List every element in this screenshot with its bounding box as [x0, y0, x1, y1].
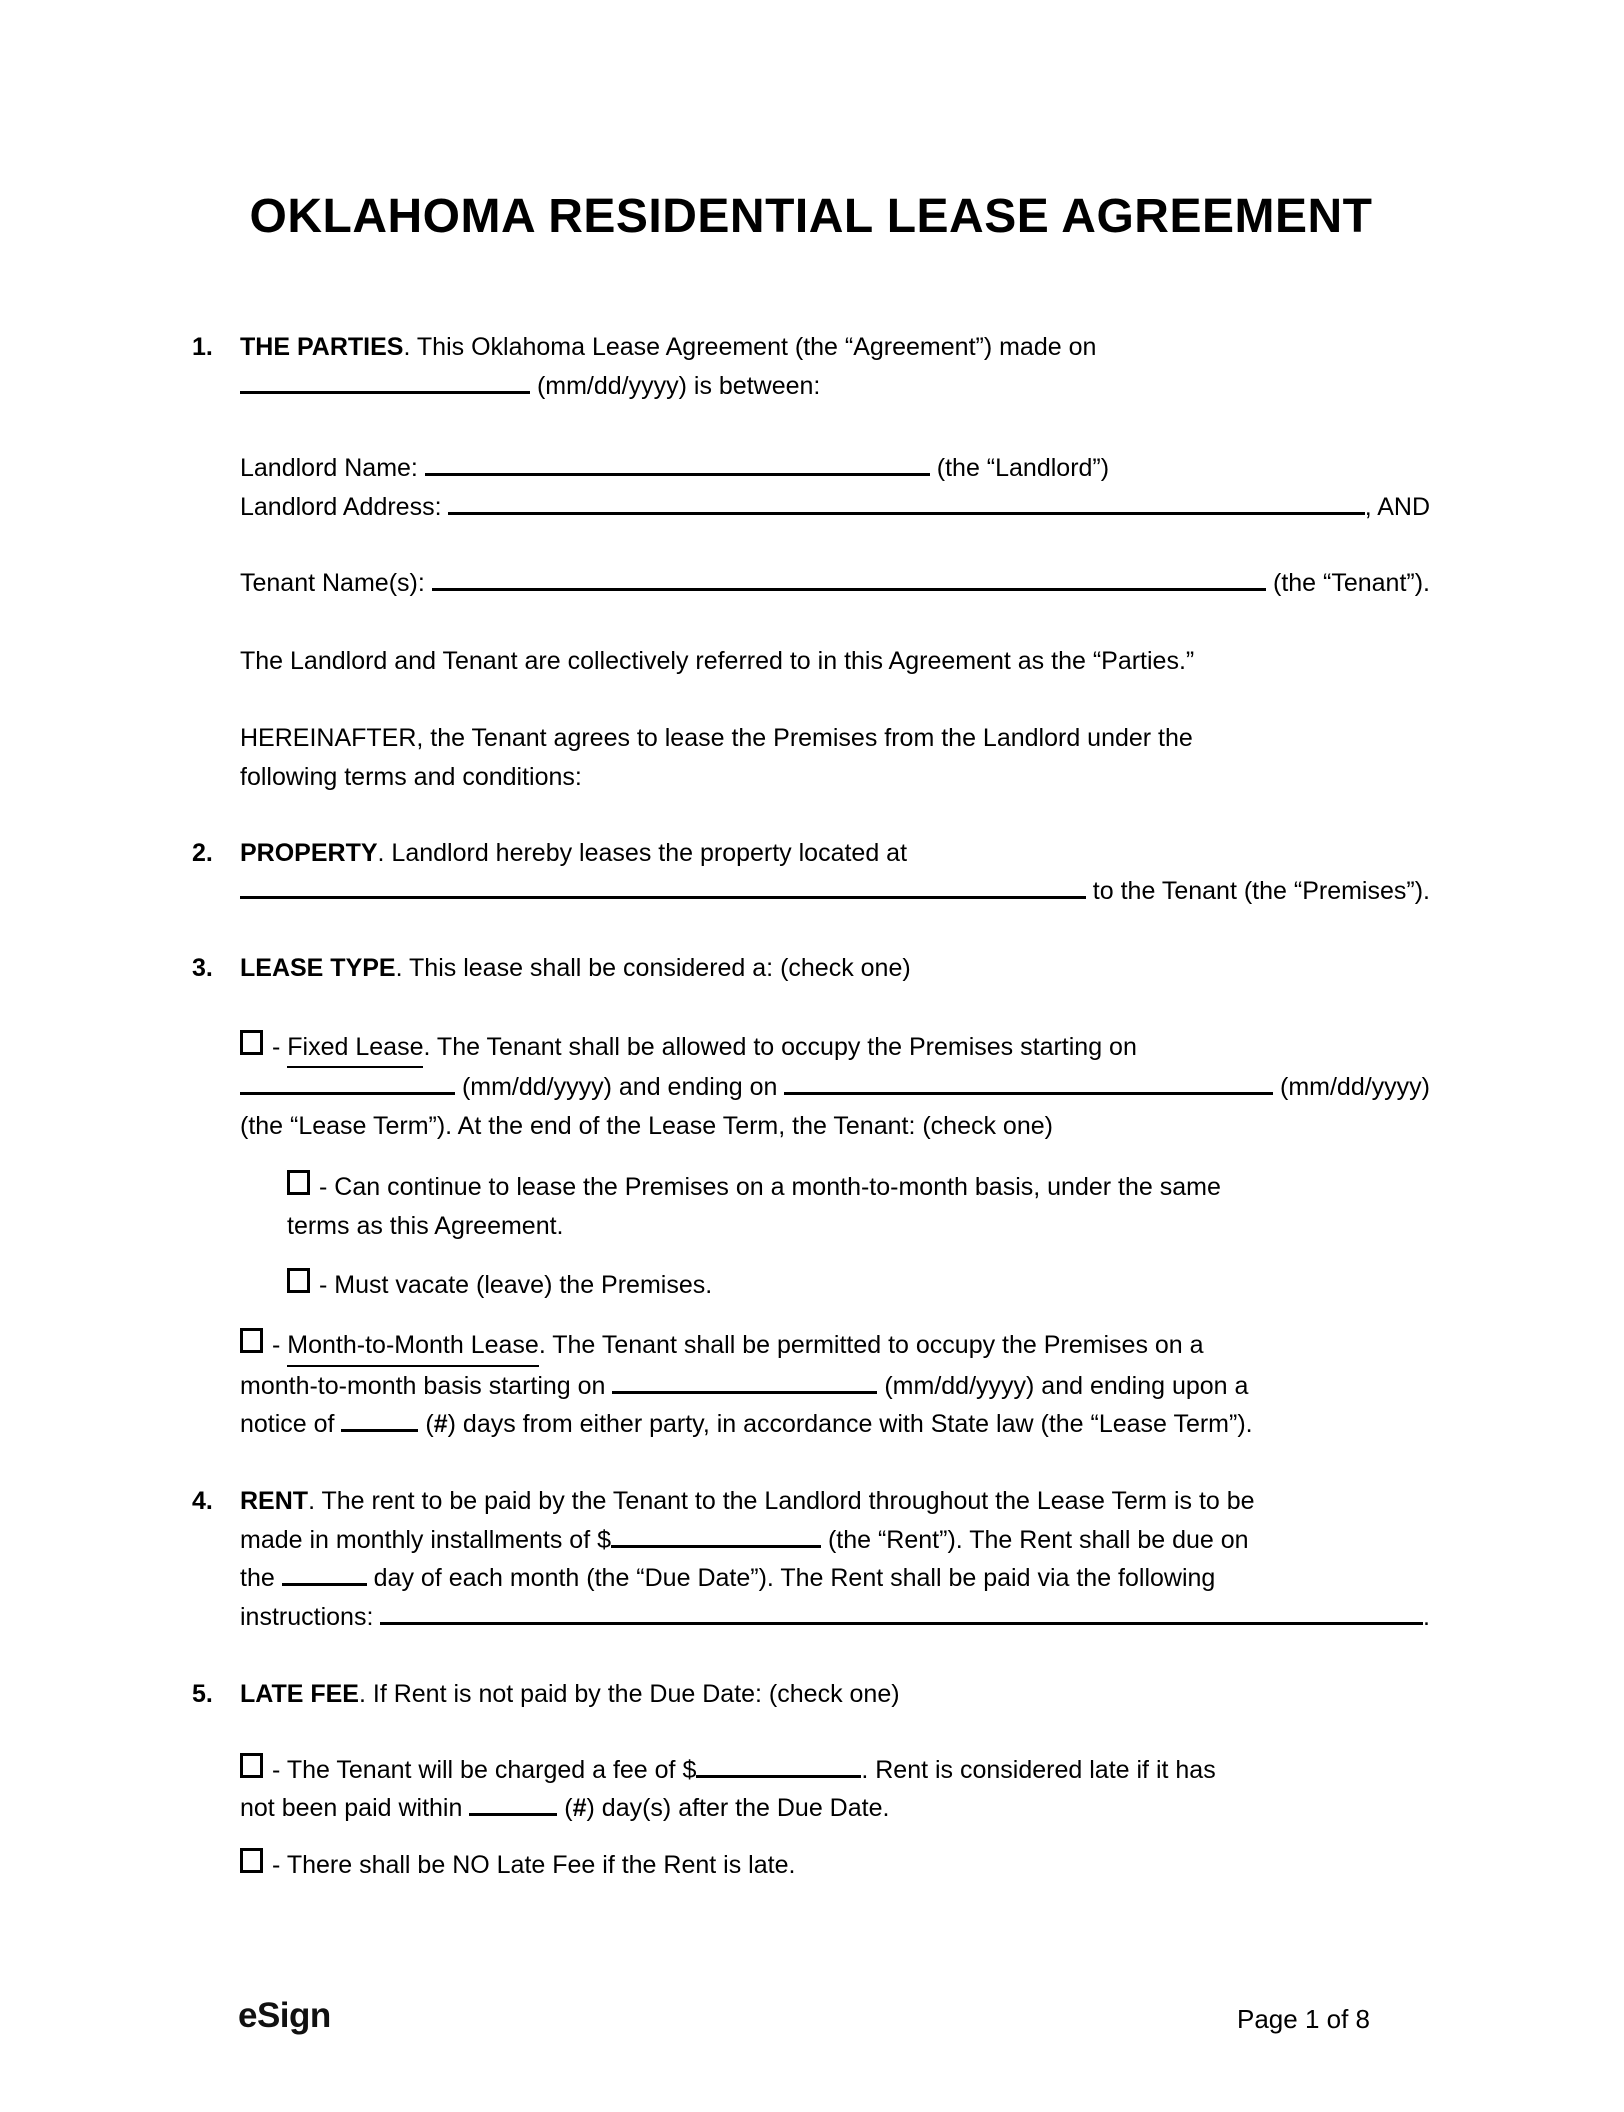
document-title: OKLAHOMA RESIDENTIAL LEASE AGREEMENT [249, 190, 1373, 243]
section-number: 4. [192, 1487, 213, 1516]
mtm-line-2: month-to-month basis starting on (mm/dd/yyyy) and ending upon a [240, 1371, 1249, 1400]
number-sign: # [572, 1794, 587, 1823]
section-heading: RENT [240, 1487, 309, 1516]
document-body [192, 0, 1430, 1885]
fixed-lease-line-2: (mm/dd/yyyy) and ending on (mm/dd/yyyy) [240, 1068, 1430, 1107]
rent-line-1: RENT . The rent to be paid by the Tenant to the Landlord throughout the Lease Term is to be [240, 1482, 1430, 1521]
must-vacate-line: - Must vacate (leave) the Premises. [287, 1266, 1430, 1305]
property-intro-line: PROPERTY . Landlord hereby leases the property located at [240, 834, 1430, 873]
section-number: 3. [192, 954, 213, 983]
mtm-line-1: - Month-to-Month Lease . The Tenant shall be permitted to occupy the Premises on a [240, 1326, 1430, 1367]
section-number: 1. [192, 333, 213, 361]
fixed-end-date-blank[interactable] [784, 1092, 1273, 1095]
mtm-start-date-blank[interactable] [612, 1391, 877, 1394]
agreement-date-blank[interactable] [240, 391, 530, 394]
section-late-fee [192, 1675, 1430, 1885]
no-late-fee-line: - There shall be NO Late Fee if the Rent is late. [240, 1846, 1430, 1885]
late-fee-charge-line-2: not been paid within ( # ) day(s) after the Due Date. [240, 1789, 1430, 1828]
fixed-lease-option [240, 1028, 1430, 1146]
no-late-fee-checkbox[interactable] [240, 1848, 263, 1873]
late-fee-amount-blank[interactable] [696, 1775, 861, 1778]
late-days-blank[interactable] [469, 1813, 557, 1816]
late-fee-intro-line: LATE FEE . If Rent is not paid by the Due Date: (check one) [240, 1675, 1430, 1714]
month-to-month-option [240, 1326, 1430, 1444]
section-heading: PROPERTY [240, 838, 378, 867]
late-fee-charge-checkbox[interactable] [240, 1753, 263, 1778]
esign-logo: eSign [238, 1996, 331, 2035]
payment-instructions-blank[interactable] [380, 1622, 1423, 1625]
tenant-name-line: Tenant Name(s): (the “Tenant”). [240, 568, 1430, 597]
parties-intro-line-2: (mm/dd/yyyy) is between: [240, 367, 1430, 406]
notice-days-blank[interactable] [341, 1429, 418, 1432]
property-address-blank[interactable] [240, 896, 1086, 899]
no-late-fee-option [240, 1846, 1430, 1885]
month-to-month-label: Month-to-Month Lease [287, 1326, 539, 1367]
parties-intro-line-1: THE PARTIES . This Oklahoma Lease Agreement (the “Agreement”) made on [240, 328, 1430, 367]
section-lease-type [192, 949, 1430, 1444]
due-day-blank[interactable] [282, 1583, 367, 1586]
must-vacate-checkbox[interactable] [287, 1268, 310, 1293]
lease-type-intro-line: LEASE TYPE . This lease shall be considered a: (check one) [240, 949, 1430, 988]
landlord-address-blank[interactable] [448, 512, 1364, 515]
page-number: Page 1 of 8 [1237, 2004, 1370, 2034]
fixed-lease-checkbox[interactable] [240, 1030, 263, 1055]
section-number: 2. [192, 838, 213, 867]
landlord-name-line: Landlord Name: (the “Landlord”) [240, 454, 1110, 483]
fixed-lease-line-1: - Fixed Lease . The Tenant shall be allowed to occupy the Premises starting on [240, 1028, 1430, 1069]
hereinafter-paragraph: HEREINAFTER, the Tenant agrees to lease the Premises from the Landlord under the following terms and conditions: [240, 724, 1193, 791]
landlord-name-blank[interactable] [425, 473, 930, 476]
month-to-month-checkbox[interactable] [240, 1328, 263, 1353]
can-continue-checkbox[interactable] [287, 1170, 310, 1195]
fixed-lease-line-3: (the “Lease Term”). At the end of the Lease Term, the Tenant: (check one) [240, 1112, 1053, 1141]
section-rent [192, 1482, 1430, 1637]
fixed-lease-label: Fixed Lease [287, 1028, 423, 1069]
must-vacate-option [287, 1266, 1430, 1305]
section-property [192, 834, 1430, 911]
landlord-block [240, 449, 1430, 526]
parties-note-line: The Landlord and Tenant are collectively referred to in this Agreement as the “Parties.” [240, 646, 1195, 675]
section-number: 5. [192, 1679, 213, 1708]
tenant-name-blank[interactable] [432, 588, 1266, 591]
rent-line-3: the day of each month (the “Due Date”). The Rent shall be paid via the following [240, 1564, 1216, 1593]
can-continue-option [287, 1168, 1430, 1245]
fixed-start-date-blank[interactable] [240, 1092, 455, 1095]
section-heading: LEASE TYPE [240, 954, 396, 983]
rent-line-2: made in monthly installments of $ (the “Rent”). The Rent shall be due on [240, 1525, 1249, 1554]
section-heading: THE PARTIES [240, 333, 404, 361]
mtm-line-3: notice of ( # ) days from either party, in accordance with State law (the “Lease Term”). [240, 1405, 1430, 1444]
rent-amount-blank[interactable] [611, 1545, 821, 1548]
rent-line-4: instructions: . [240, 1603, 1430, 1632]
property-address-line: to the Tenant (the “Premises”). [240, 872, 1430, 911]
landlord-address-line: Landlord Address: , AND [240, 493, 1430, 522]
number-sign: # [433, 1410, 448, 1439]
late-fee-charge-line-1: - The Tenant will be charged a fee of $ . Rent is considered late if it has [240, 1751, 1430, 1790]
can-continue-line-2: terms as this Agreement. [287, 1211, 564, 1240]
can-continue-line-1: - Can continue to lease the Premises on a month-to-month basis, under the same [287, 1168, 1430, 1207]
section-heading: LATE FEE [240, 1679, 359, 1708]
section-the-parties [192, 328, 1430, 797]
late-fee-charge-option [240, 1751, 1430, 1828]
